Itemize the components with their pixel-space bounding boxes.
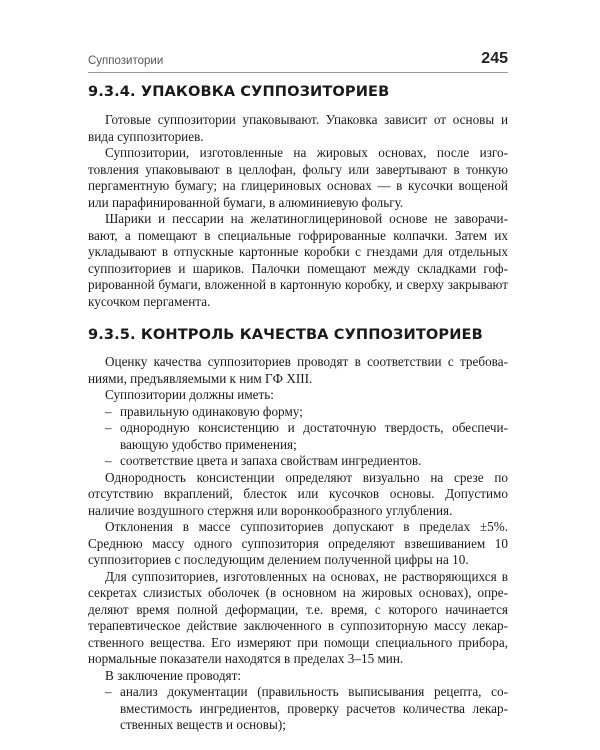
dash-marker: – [105, 403, 112, 419]
list-item-text: соответствие цвета и запаха свойствам ингредиентов. [120, 453, 422, 468]
paragraph: Однородность консистенции определяют визуально на срезе по отсутствию вкраплений, блесток или кусочков основы. Допустимо наличие воздушного стержня или воронкообразного углубления. [88, 469, 508, 518]
dash-marker: – [105, 684, 112, 699]
list-item-text: однородную консистенцию и достаточную твердость, обеспечивающую удобство применения; [120, 420, 508, 452]
list-item [88, 420, 508, 453]
dash-marker: – [105, 420, 112, 435]
requirements-list [88, 404, 508, 470]
paragraph: Суппозитории, изготовленные на жировых основах, после изготовления упаковывают в целлофан, фольгу или завертывают в тонкую пергаментную бумагу; на глицериновых основах — в кусочки вощеной или парафинированной бумаги, в алюминиевую фольгу. [88, 145, 508, 210]
section-heading-packaging: 9.3.4. УПАКОВКА СУППОЗИТОРИЕВ [88, 83, 390, 100]
list-item [88, 453, 508, 470]
list-item [88, 684, 508, 734]
paragraph: В заключение проводят: [105, 667, 242, 683]
page-number: 245 [481, 50, 508, 67]
paragraph: Оценку качества суппозиториев проводят в соответствии с требованиями, предъявляемыми к ним ГФ XIII. [88, 354, 508, 386]
section-heading-quality-control: 9.3.5. КОНТРОЛЬ КАЧЕСТВА СУППОЗИТОРИЕВ [88, 326, 483, 343]
paragraph: Для суппозиториев, изготовленных на основах, не растворяющихся в секретах слизистых оболочек (в основном на жировых основах), определяют время полной деформации, т.е. время, с которого начинается терапевтическое действие заключенного в суппозиторную массу лекарственного вещества. Его измеряют при помощи специального прибора, нормальные показатели находятся в пределах 3–15 мин. [88, 568, 508, 666]
running-title: Суппозитории [88, 55, 164, 67]
dash-marker: – [105, 453, 112, 468]
paragraph: Отклонения в массе суппозиториев допускают в пределах ±5%. Среднюю массу одного суппозитория определяют взвешиванием 10 суппозиториев с последующим делением полученной цифры на 10. [88, 519, 508, 567]
running-head [88, 50, 508, 73]
list-item-text: анализ документации (правильность выписывания рецепта, совместимость ингредиентов, проверку расчетов количества лекарственных веществ и основы); [120, 684, 508, 732]
list-item-text: правильную одинаковую форму; [120, 403, 303, 419]
paragraph: Шарики и пессарии на желатиноглицериновой основе не заворачивают, а помещают в специальные гофрированные колпачки. Затем их укладывают в отпускные картонные коробки с гнездами для отдельных суппозиториев и шариков. Палочки помещают между складками гофрированной бумаги, вложенной в картонную коробку, и сверху закрывают кусочком пергамента. [88, 211, 508, 309]
paragraph: Готовые суппозитории упаковывают. Упаковка зависит от основы и вида суппозиториев. [88, 112, 508, 144]
paragraph: Суппозитории должны иметь: [105, 387, 274, 402]
page-content [88, 78, 508, 734]
conclusion-list [88, 684, 508, 734]
list-item [88, 404, 508, 421]
